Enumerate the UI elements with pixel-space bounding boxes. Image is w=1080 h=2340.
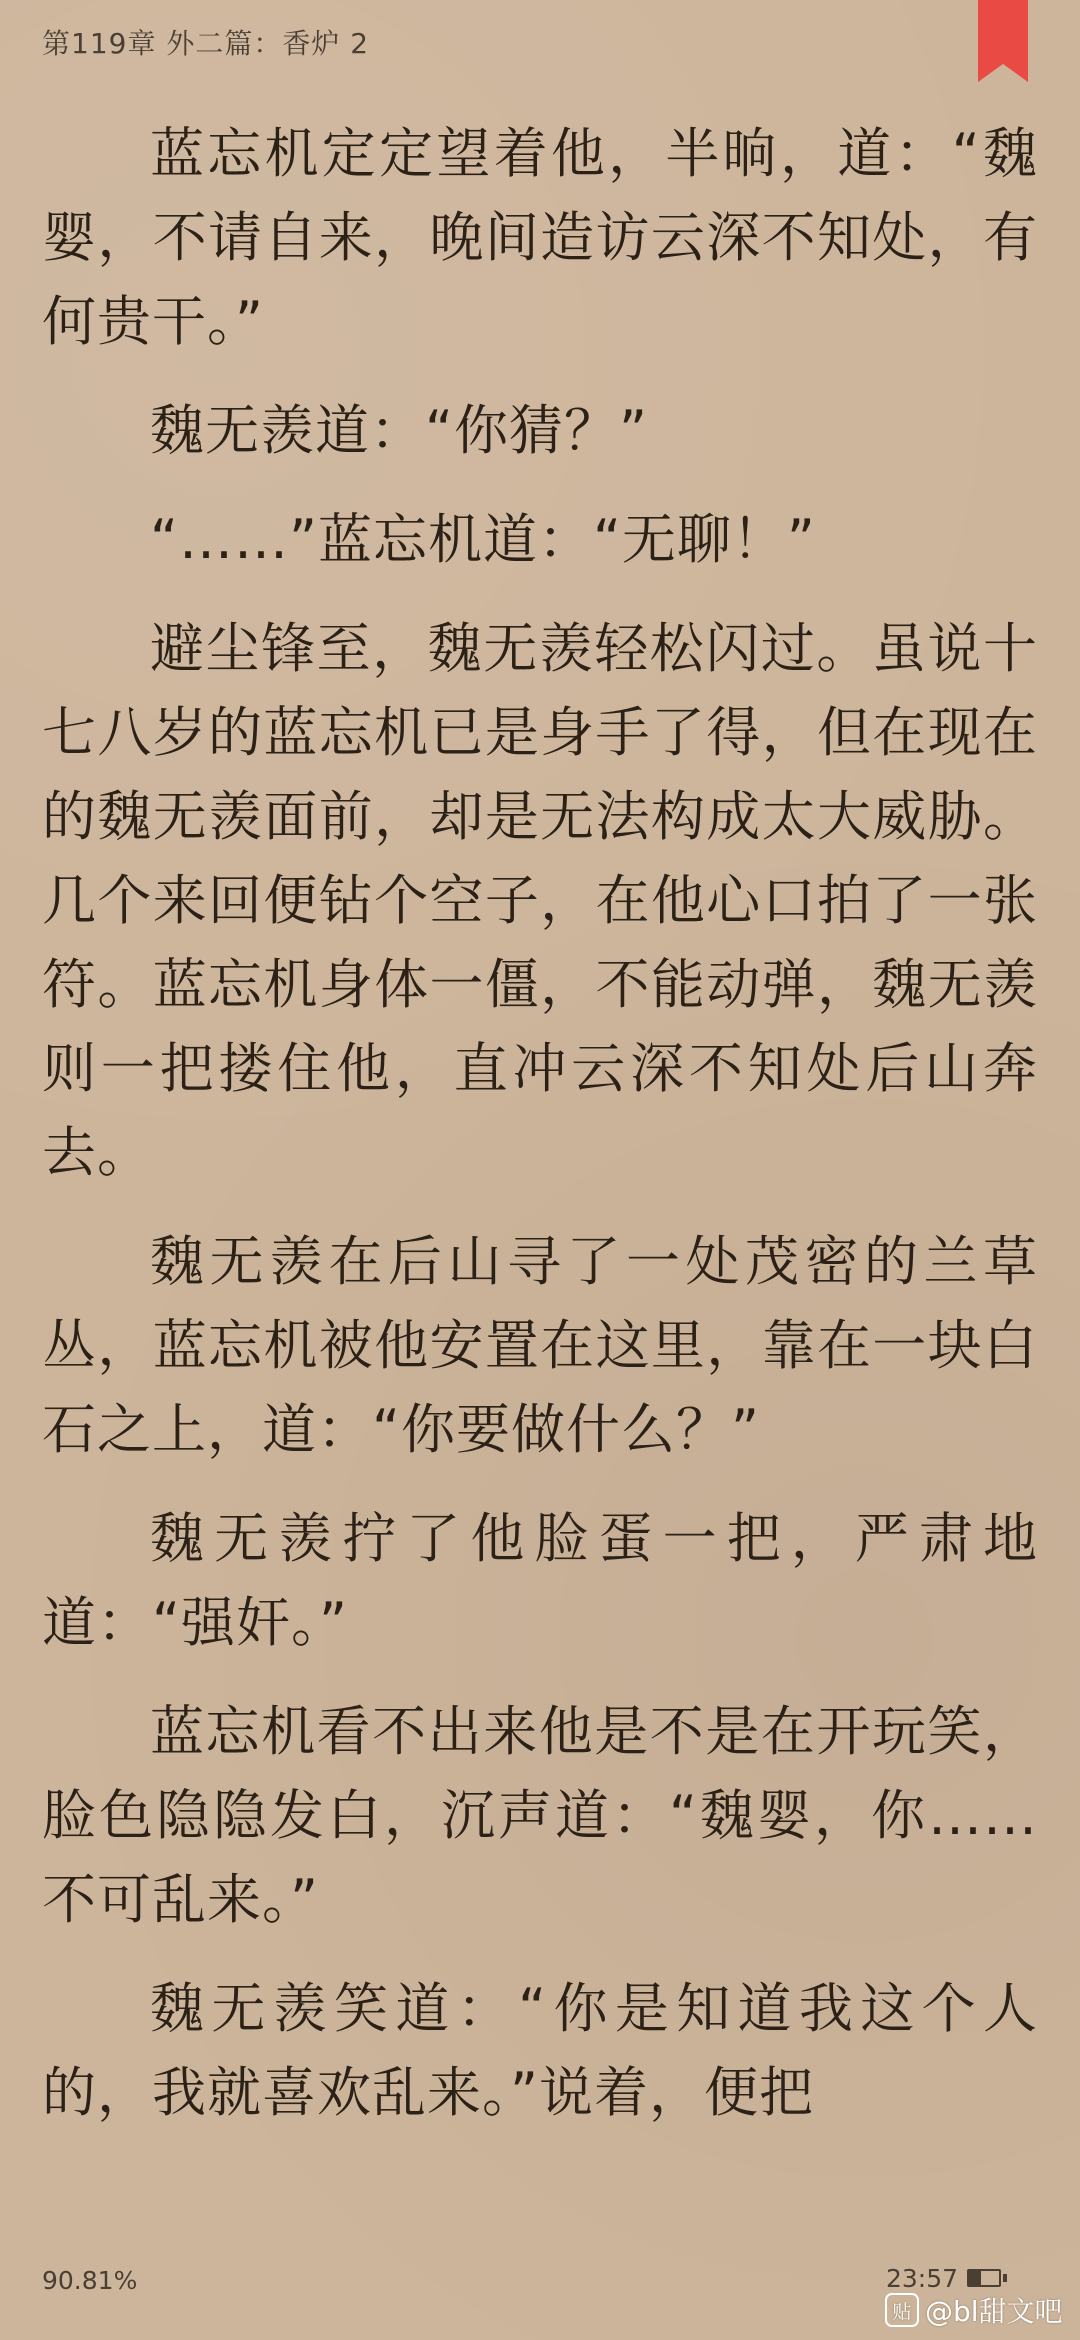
battery-tip <box>1003 2274 1007 2282</box>
paragraph: 蓝忘机定定望着他，半晌，道：“魏婴，不请自来，晚间造访云深不知处，有何贵干。” <box>42 122 1038 353</box>
paragraph: 魏无羡笑道：“你是知道我这个人的，我就喜欢乱来。”说着，便把 <box>42 1977 1038 2124</box>
paragraph: 避尘锋至，魏无羡轻松闪过。虽说十七八岁的蓝忘机已是身手了得，但在现在的魏无羡面前，却是无法构成太大威胁。几个来回便钻个空子，在他心口拍了一张符。蓝忘机身体一僵，不能动弹，魏无羡则一把搂住他，直冲云深不知处后山奔去。 <box>42 617 1038 1184</box>
paragraph: 魏无羡在后山寻了一处茂密的兰草丛，蓝忘机被他安置在这里，靠在一块白石之上，道：“你要做什么？” <box>42 1230 1038 1461</box>
paragraph: 魏无羡道：“你猜？” <box>150 399 648 462</box>
clock-time: 23:57 <box>886 2264 959 2293</box>
battery-level-fill <box>969 2271 981 2285</box>
battery-icon <box>967 2269 1001 2287</box>
paragraph: 蓝忘机看不出来他是不是在开玩笑，脸色隐隐发白，沉声道：“魏婴，你……不可乱来。” <box>42 1700 1038 1931</box>
watermark <box>885 2290 1063 2330</box>
paragraph: “……”蓝忘机道：“无聊！” <box>150 508 816 571</box>
bookmark-icon[interactable] <box>978 0 1028 82</box>
paragraph: 魏无羡拧了他脸蛋一把，严肃地道：“强奸。” <box>42 1507 1038 1654</box>
reading-progress: 90.81% <box>42 2266 138 2295</box>
tieba-icon: 贴 <box>885 2293 919 2327</box>
chapter-content <box>42 112 1038 2160</box>
chapter-title: 第119章 外二篇：香炉 2 <box>42 27 370 60</box>
watermark-text: @bl甜文吧 <box>925 2295 1063 2328</box>
